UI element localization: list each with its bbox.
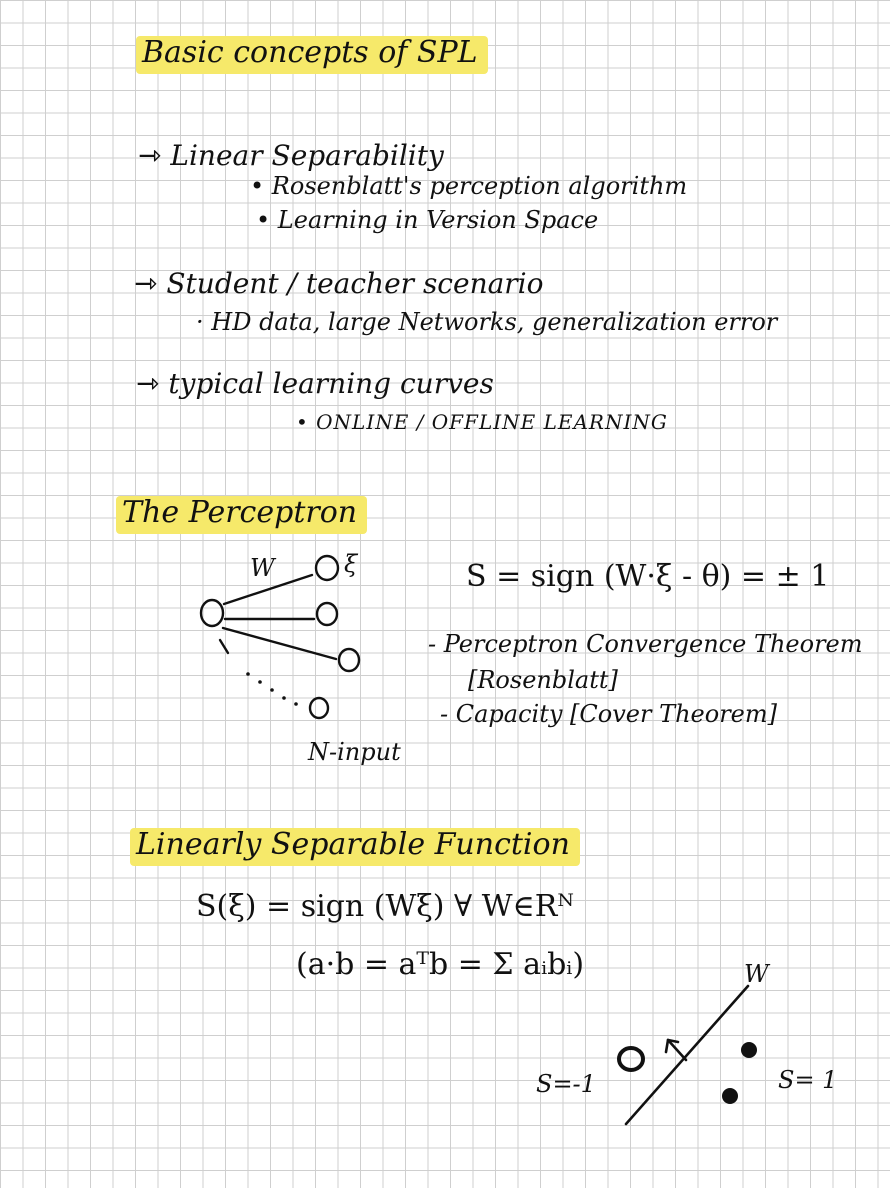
bullet-text: HD data, large Networks, generalization error (211, 308, 778, 336)
item-convergence-theorem: - Perceptron Convergence Theorem (428, 630, 863, 658)
input-xi-label: ξ (344, 550, 358, 578)
positive-class-label: S= 1 (778, 1066, 838, 1094)
weight-label: W (250, 554, 275, 582)
sub-bullet-hd-data: · HD data, large Networks, generalization error (196, 308, 778, 336)
bullet-student-teacher: ⇾ Student / teacher scenario (134, 267, 544, 300)
perceptron-formula: S = sign (W·ξ - θ) = ± 1 (466, 559, 830, 594)
dot-product-formula: (a·b = aᵀb = Σ aᵢbᵢ) (296, 947, 585, 982)
bullet-text: typical learning curves (168, 367, 494, 400)
bullet-text: Linear Separability (170, 139, 444, 172)
bullet-text: Student / teacher scenario (166, 267, 544, 300)
bullet-text: Learning in Version Space (277, 206, 599, 234)
section-title-basic-concepts: Basic concepts of SPL (136, 36, 488, 74)
bullet-text: Rosenblatt's perception algorithm (271, 172, 688, 200)
bullet-text: ONLINE / OFFLINE LEARNING (316, 410, 668, 434)
bullet-linear-separability: ⇾ Linear Separability (138, 139, 444, 172)
w-vector-label: W (744, 960, 769, 988)
negative-class-label: S=-1 (536, 1070, 596, 1098)
section-title-perceptron: The Perceptron (116, 496, 367, 534)
positive-point-1 (741, 1042, 757, 1058)
item-rosenblatt: [Rosenblatt] (468, 666, 618, 694)
sub-bullet-online-offline: • ONLINE / OFFLINE LEARNING (296, 410, 668, 434)
negative-point (619, 1048, 643, 1070)
sub-bullet-version-space: • Learning in Version Space (256, 206, 599, 234)
sign-formula: S(ξ) = sign (Wξ) ∀ W∈Rᴺ (196, 889, 574, 924)
sub-bullet-rosenblatt: • Rosenblatt's perception algorithm (250, 172, 688, 200)
bullet-learning-curves: ⇾ typical learning curves (136, 367, 494, 400)
item-capacity: - Capacity [Cover Theorem] (440, 700, 777, 728)
positive-point-2 (722, 1088, 738, 1104)
section-title-linearly-separable: Linearly Separable Function (130, 828, 580, 866)
n-input-label: N-input (308, 738, 401, 766)
